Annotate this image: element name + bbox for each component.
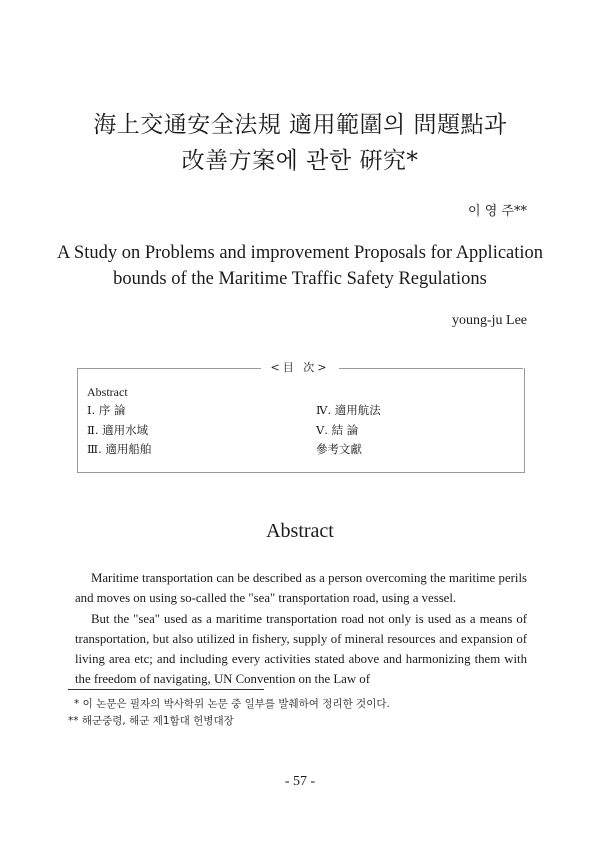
abstract-heading: Abstract (266, 520, 334, 542)
toc-item-applicable-waters: Ⅱ. 適用水域 (87, 423, 149, 437)
toc-item-introduction: Ⅰ. 序 論 (87, 403, 126, 417)
toc-item-applicable-navigation: Ⅳ. 適用航法 (316, 403, 381, 417)
toc-heading: <目 次> (261, 361, 339, 375)
abstract-paragraph-2: But the "sea" used as a maritime transportation road not only is used as a means of transportation, but also utilized in fishery, supply of mineral resources and expansion of living area etc; and including every activities stated above and harmonizing them with the freedom of navigating, UN Convention on the Law of (75, 611, 527, 687)
toc-item-conclusion: Ⅴ. 結 論 (316, 423, 359, 437)
abstract-body (75, 568, 527, 690)
abstract-paragraph-1: Maritime transportation can be described as a person overcoming the maritime perils and moves on using so-called the "sea" transportation road, using a vessel. (75, 571, 527, 606)
title-korean-line1: 海上交通安全法規 適用範圍의 問題點과 (93, 112, 507, 138)
page-number: - 57 - (284, 774, 316, 789)
toc-item-applicable-vessels: Ⅲ. 適用船舶 (87, 442, 152, 456)
footnote-rule (68, 689, 264, 690)
toc-item-references: 參考文獻 (316, 442, 362, 456)
toc-box (77, 368, 525, 473)
footnote-2: ** 해군중령, 해군 제1함대 헌병대장 (68, 715, 234, 727)
toc-item-abstract: Abstract (87, 385, 128, 399)
author-english: young-ju Lee (451, 313, 527, 328)
title-korean-line2: 改善方案에 관한 硏究* (181, 148, 419, 174)
title-english-line2: bounds of the Maritime Traffic Safety Regulations (113, 269, 487, 289)
footnote-1: * 이 논문은 필자의 박사학위 논문 중 일부를 발췌하여 정리한 것이다. (74, 698, 390, 710)
author-korean: 이 영 주** (468, 204, 527, 219)
title-english-line1: A Study on Problems and improvement Proposals for Application (56, 243, 544, 263)
